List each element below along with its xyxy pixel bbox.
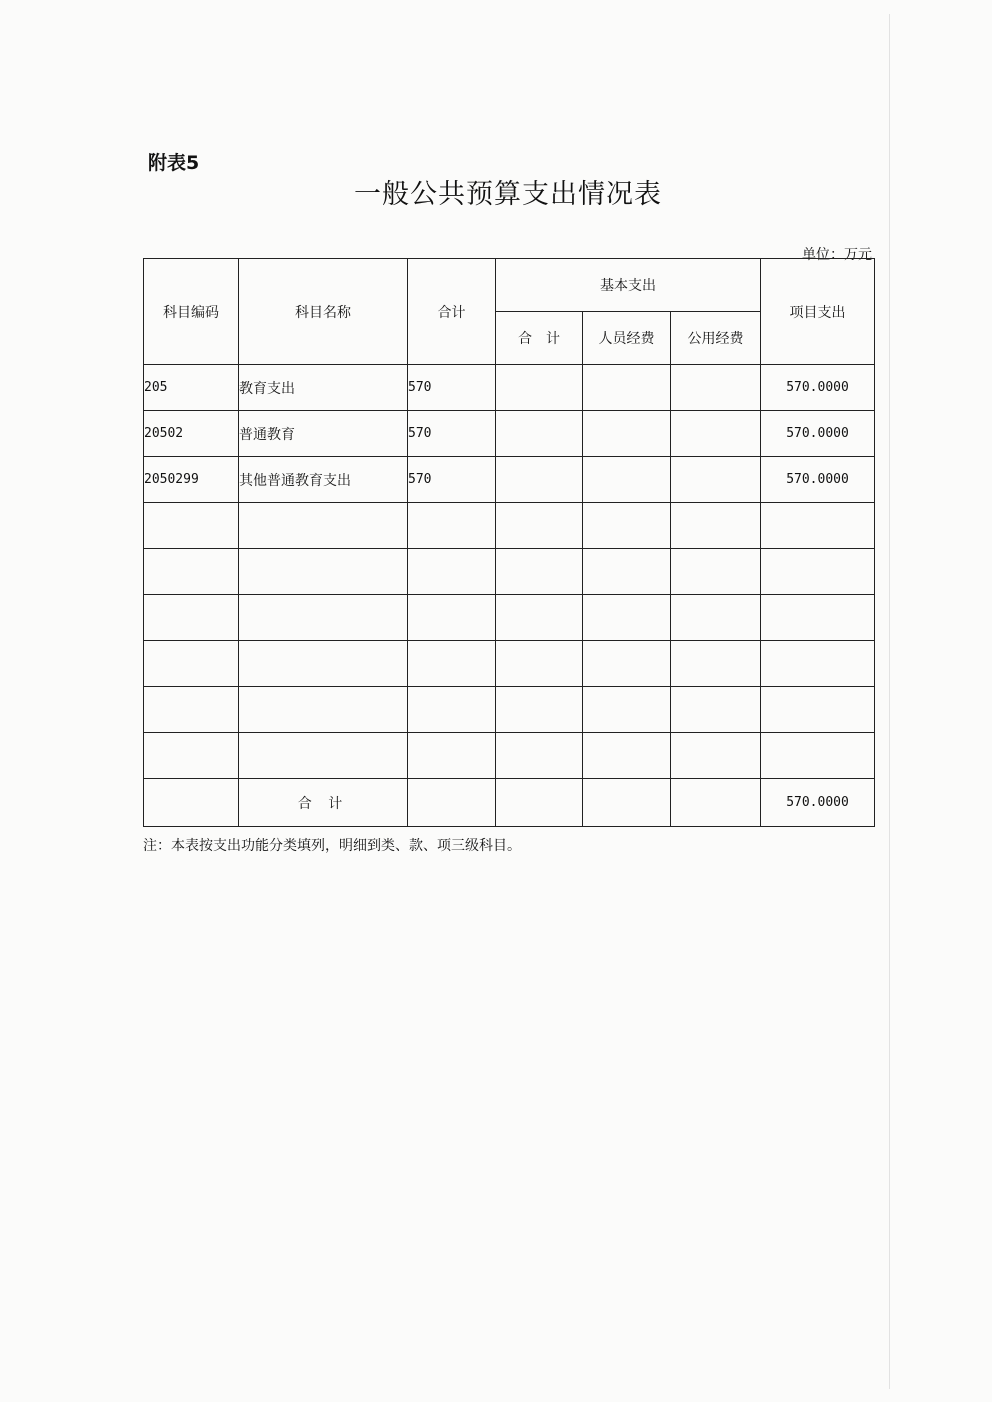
row-public [671,365,761,411]
row-code: 2050299 [144,457,239,503]
row-public [671,411,761,457]
page-edge-line [889,14,890,1389]
header-total: 合计 [408,259,496,365]
unit-label: 单位：万元 [802,247,872,263]
empty-row [144,549,875,595]
budget-table [143,258,875,827]
row-personnel [583,411,671,457]
row-name: 其他普通教育支出 [239,457,408,503]
empty-row [144,595,875,641]
row-basic-total [496,411,583,457]
table-row [144,411,875,457]
table-row [144,365,875,411]
row-public [671,457,761,503]
row-code: 20502 [144,411,239,457]
row-project: 570.0000 [761,411,875,457]
empty-row [144,687,875,733]
row-basic-total [496,457,583,503]
footnote: 注：本表按支出功能分类填列，明细到类、款、项三级科目。 [143,838,521,854]
header-row-1 [144,259,875,312]
header-name: 科目名称 [239,259,408,365]
table-row [144,457,875,503]
row-personnel [583,457,671,503]
row-code: 205 [144,365,239,411]
header-basic-total: 合 计 [496,312,583,365]
header-basic: 基本支出 [496,259,761,312]
page-title: 一般公共预算支出情况表 [354,179,662,210]
attachment-label: 附表5 [148,152,200,174]
header-project: 项目支出 [761,259,875,365]
empty-row [144,503,875,549]
header-personnel: 人员经费 [583,312,671,365]
row-name: 教育支出 [239,365,408,411]
row-total: 570 [408,457,496,503]
empty-row [144,733,875,779]
row-name: 普通教育 [239,411,408,457]
header-code: 科目编码 [144,259,239,365]
row-project: 570.0000 [761,365,875,411]
total-label: 合 计 [239,779,408,827]
header-public: 公用经费 [671,312,761,365]
row-project: 570.0000 [761,457,875,503]
row-personnel [583,365,671,411]
row-total: 570 [408,365,496,411]
row-basic-total [496,365,583,411]
total-row [144,779,875,827]
total-total [408,779,496,827]
row-total: 570 [408,411,496,457]
empty-row [144,641,875,687]
total-project: 570.0000 [761,779,875,827]
